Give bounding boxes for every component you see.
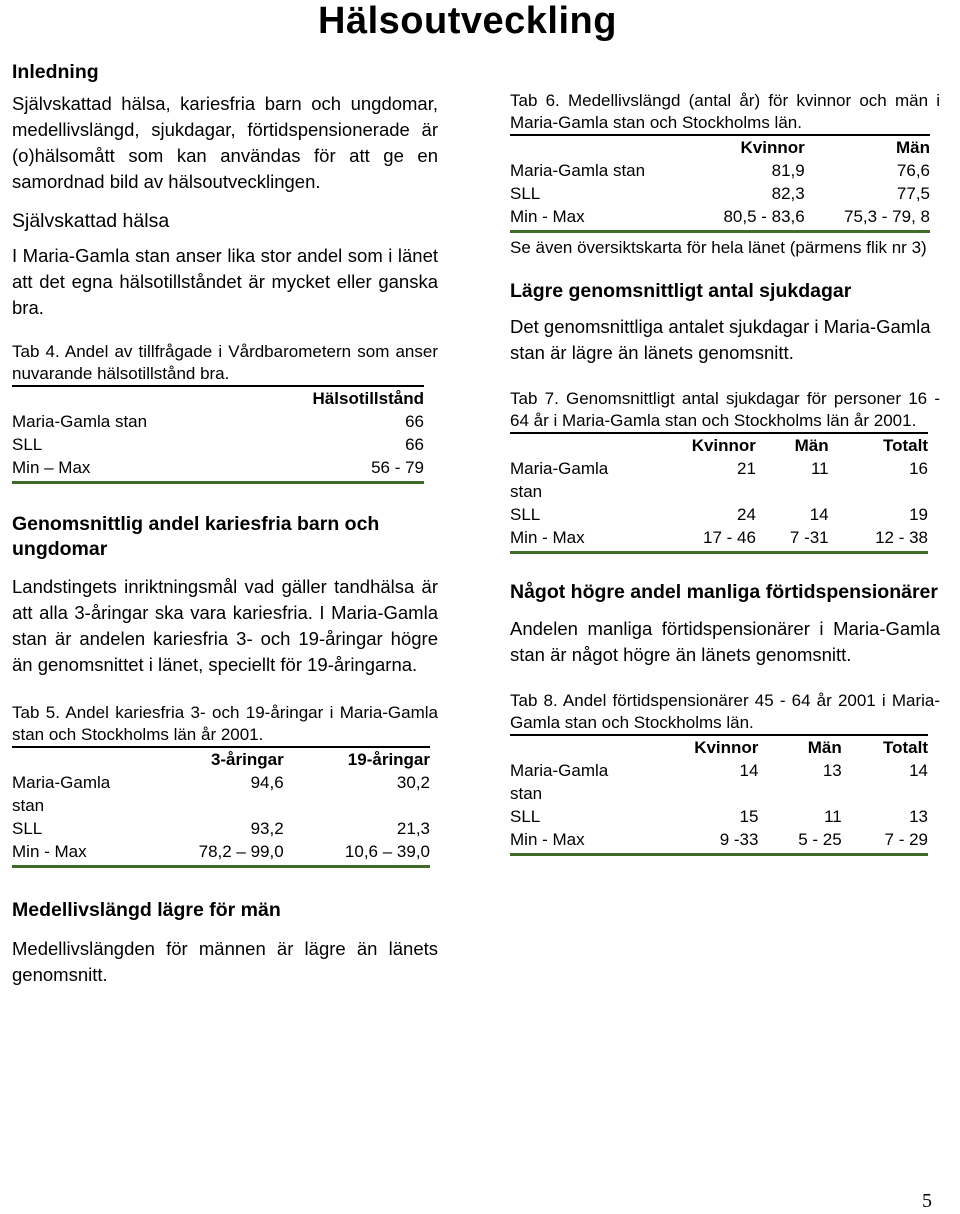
cell-value: 15	[739, 806, 759, 826]
cell-value: 66	[405, 411, 424, 431]
tab8-table	[510, 734, 928, 856]
row-label: SLL	[510, 806, 541, 826]
row-label: Maria-Gamla stan	[12, 411, 148, 431]
column-header: Män	[896, 138, 930, 157]
table-header-row	[12, 747, 430, 771]
cell-value: 30,2	[396, 773, 430, 793]
table-row	[12, 840, 430, 867]
tab6-note: Se även översiktskarta för hela länet (pärmens flik nr 3)	[510, 238, 927, 257]
cell-value: 19	[909, 505, 928, 525]
life-text: Medellivslängden för männen är lägre än länets genomsnitt.	[12, 937, 438, 985]
tab8-caption: Tab 8. Andel förtidspensionärer 45 - 64 år 2001 i Maria-Gamla stan och Stockholms län.	[510, 690, 940, 732]
row-label: Min - Max	[510, 828, 635, 855]
row-label: Maria-Gamla stan	[510, 459, 609, 502]
page-number: 5	[922, 1190, 932, 1212]
cell-value: 9 -33	[635, 828, 758, 855]
cell-value: 17 - 46	[635, 526, 756, 553]
tab5-caption: Tab 5. Andel kariesfria 3- och 19-åringar i Maria-Gamla stan och Stockholms län år 2001.	[12, 703, 438, 745]
table-row	[510, 828, 928, 855]
column-header: Män	[807, 737, 842, 757]
health-heading: Självskattad hälsa	[12, 210, 170, 233]
table-row	[510, 205, 930, 232]
cell-value: 14	[809, 505, 829, 525]
column-header: 19-åringar	[347, 750, 430, 770]
column-header: Kvinnor	[740, 138, 805, 157]
tab4-table	[12, 385, 424, 484]
cell-value: 77,5	[896, 184, 930, 203]
cell-value: 21,3	[396, 819, 430, 839]
cell-value: 11	[824, 806, 842, 826]
tab5-table	[12, 746, 430, 868]
pension-heading: Något högre andel manliga förtidspensionärer	[510, 581, 938, 604]
table-header-row	[510, 433, 928, 457]
cell-value: 66	[405, 434, 424, 454]
table-row	[510, 457, 928, 503]
tab7-caption: Tab 7. Genomsnittligt antal sjukdagar för personer 16 - 64 år i Maria-Gamla stan och Stockholms län år 2001.	[510, 389, 940, 431]
column-header: Hälsotillstånd	[312, 388, 424, 408]
left-column	[12, 60, 438, 988]
row-label: Min - Max	[12, 840, 137, 867]
tab6-table	[510, 134, 930, 233]
cell-value: 12 - 38	[829, 526, 928, 553]
cell-value: 56 - 79	[259, 456, 424, 483]
table-row	[12, 456, 424, 483]
life-heading: Medellivslängd lägre för män	[12, 899, 281, 922]
row-label: Maria-Gamla stan	[510, 161, 646, 180]
table-header-row	[510, 135, 930, 159]
table-row	[510, 805, 928, 828]
row-label: Min – Max	[12, 456, 259, 483]
row-label: SLL	[510, 184, 541, 203]
column-header: Totalt	[882, 436, 928, 456]
column-header: Kvinnor	[691, 436, 756, 456]
cell-value: 11	[810, 459, 829, 479]
sick-text: Det genomsnittliga antalet sjukdagar i Maria-Gamla stan är lägre än länets genomsnitt.	[510, 316, 931, 364]
cell-value: 94,6	[250, 773, 284, 793]
cell-value: 78,2 – 99,0	[137, 840, 283, 867]
cell-value: 14	[909, 760, 928, 780]
column-header: 3-åringar	[210, 750, 284, 770]
column-header: Kvinnor	[694, 737, 759, 757]
cell-value: 81,9	[771, 161, 805, 180]
row-label: Min - Max	[510, 526, 635, 553]
cell-value: 7 -31	[756, 526, 829, 553]
intro-text: Självskattad hälsa, kariesfria barn och ungdomar, medellivslängd, sjukdagar, förtidspensionerade är (o)hälsomått som kan användas för att ge en samordnad bild av hälsoutvecklingen.	[12, 93, 438, 193]
table-row	[510, 182, 930, 205]
pension-text: Andelen manliga förtidspensionärer i Maria-Gamla stan är något högre än länets genomsnitt.	[510, 617, 940, 665]
table-row	[12, 410, 424, 433]
cell-value: 16	[909, 459, 928, 479]
row-label: Maria-Gamla stan	[510, 760, 609, 803]
row-label: Maria-Gamla stan	[12, 773, 111, 816]
tab7-table	[510, 432, 928, 554]
table-row	[510, 503, 928, 526]
table-row	[510, 159, 930, 182]
cell-value: 10,6 – 39,0	[284, 840, 430, 867]
cell-value: 82,3	[771, 184, 805, 203]
table-header-row	[12, 386, 424, 410]
tab6-caption: Tab 6. Medellivslängd (antal år) för kvinnor och män i Maria-Gamla stan och Stockholms län.	[510, 91, 940, 132]
cell-value: 24	[737, 505, 756, 525]
row-label: Min - Max	[510, 205, 686, 232]
column-header: Män	[794, 436, 829, 456]
cell-value: 80,5 - 83,6	[686, 205, 804, 232]
cell-value: 14	[739, 760, 759, 780]
cell-value: 13	[909, 806, 928, 826]
table-row	[12, 771, 430, 817]
table-row	[510, 759, 928, 805]
row-label: SLL	[510, 505, 541, 525]
cell-value: 21	[737, 459, 756, 479]
cell-value: 93,2	[250, 819, 284, 839]
cell-value: 5 - 25	[758, 828, 841, 855]
table-row	[510, 526, 928, 553]
cell-value: 76,6	[896, 161, 930, 180]
row-label: SLL	[12, 434, 43, 454]
page-title: Hälsoutveckling	[318, 0, 617, 42]
row-label: SLL	[12, 819, 43, 839]
table-row	[12, 817, 430, 840]
column-header: Totalt	[882, 737, 928, 757]
health-text: I Maria-Gamla stan anser lika stor andel som i länet att det egna hälsotillståndet är mycket eller ganska bra.	[12, 244, 438, 318]
right-column	[510, 90, 940, 856]
table-row	[12, 433, 424, 456]
caries-text: Landstingets inriktningsmål vad gäller tandhälsa är att alla 3-åringar ska vara kariesfria. I Maria-Gamla stan är andelen kariesfria 3- och 19-åringar högre än genomsnittet i länet, speciellt för 19-åringarna.	[12, 576, 438, 676]
cell-value: 7 - 29	[842, 828, 928, 855]
table-header-row	[510, 735, 928, 759]
sick-heading: Lägre genomsnittligt antal sjukdagar	[510, 280, 852, 302]
cell-value: 75,3 - 79, 8	[805, 205, 930, 232]
tab4-caption: Tab 4. Andel av tillfrågade i Vårdbarometern som anser nuvarande hälsotillstånd bra.	[12, 341, 438, 383]
caries-heading: Genomsnittlig andel kariesfria barn och ungdomar	[12, 512, 380, 561]
cell-value: 13	[822, 760, 842, 780]
intro-heading: Inledning	[12, 61, 99, 83]
